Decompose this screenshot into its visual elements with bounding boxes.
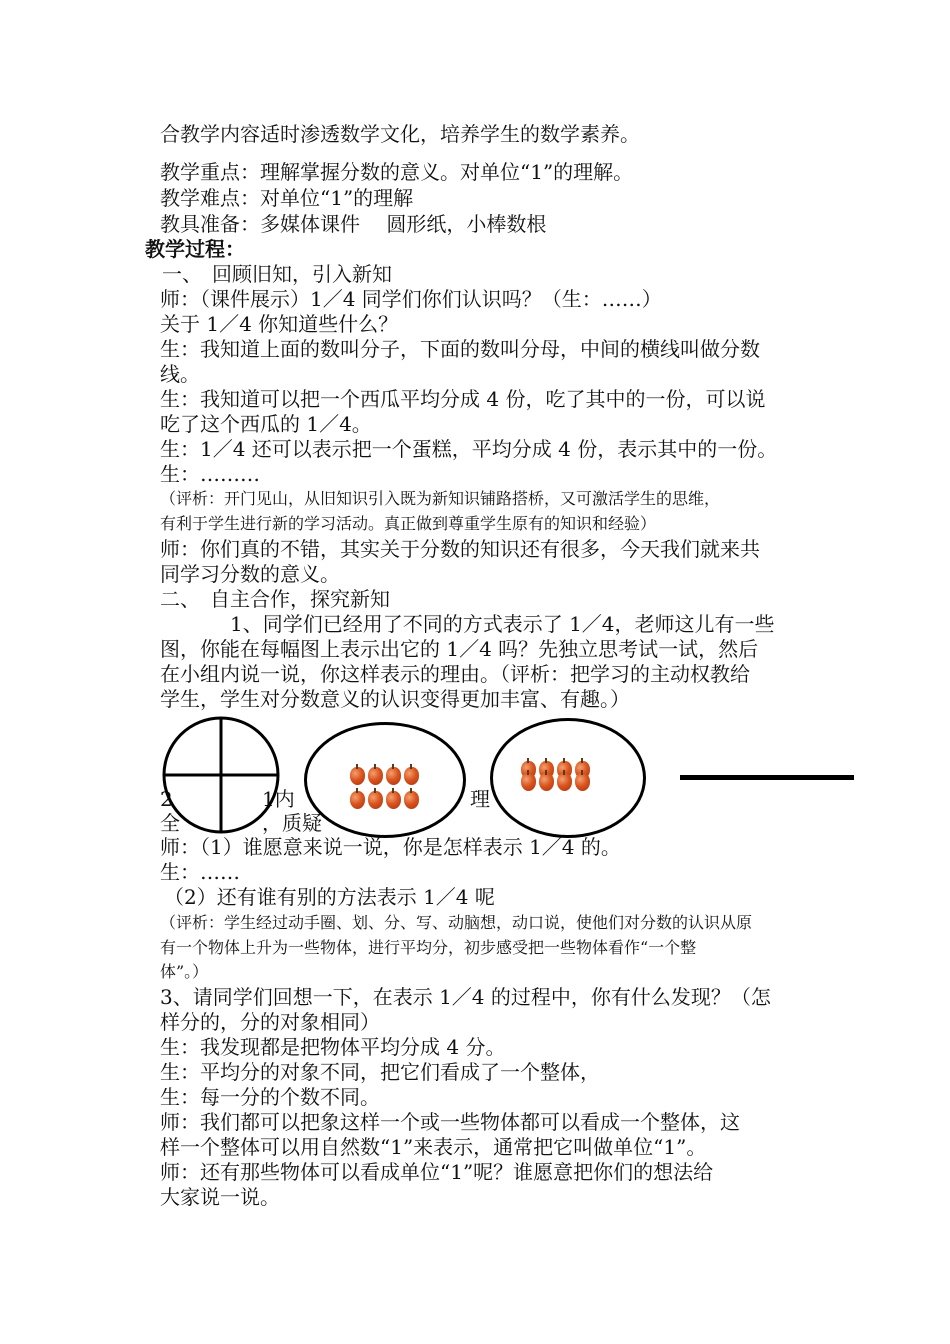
text-line: 师：（课件展示）1／4 同学们你们认识吗？（生：……）	[160, 287, 662, 311]
circle-quarters-figure	[160, 714, 282, 836]
apple-icon	[368, 791, 383, 809]
apple-icon	[350, 767, 365, 785]
apple-icon	[368, 767, 383, 785]
apple-icon	[404, 791, 419, 809]
text-line: 师：我们都可以把象这样一个或一些物体都可以看成一个整体，这	[160, 1110, 740, 1134]
text-line: 生：每一分的个数不同。	[160, 1085, 380, 1109]
text-line: 1、同学们已经用了不同的方式表示了 1／4，老师这儿有一些	[230, 612, 775, 636]
stick-line	[680, 775, 854, 780]
text-fragment: 全	[160, 811, 180, 835]
section-heading: 教学过程：	[145, 237, 245, 261]
text-line: （2）还有谁有别的方法表示 1／4 呢	[164, 885, 495, 909]
text-line: 师：你们真的不错，其实关于分数的知识还有很多，今天我们就来共	[160, 537, 760, 561]
comment-line: 有一个物体上升为一些物体，进行平均分，初步感受把一些物体看作“一个整	[160, 938, 697, 957]
apple-icon	[521, 773, 536, 791]
text-line: 在小组内说一说，你这样表示的理由。（评析：把学习的主动权教给	[160, 662, 750, 686]
text-line: 生：我知道可以把一个西瓜平均分成 4 份，吃了其中的一份，可以说	[160, 387, 766, 411]
text-line: 关于 1／4 你知道些什么？	[160, 312, 399, 336]
apple-group-ellipse	[304, 722, 466, 838]
text-line: 同学习分数的意义。	[160, 562, 340, 586]
apple-icon	[539, 773, 554, 791]
text-fragment: 1内	[262, 787, 295, 811]
apple-icon	[350, 791, 365, 809]
text-line: 3、请同学们回想一下，在表示 1／4 的过程中，你有什么发现？（怎	[160, 985, 771, 1009]
text-line: 生：我知道上面的数叫分子，下面的数叫分母，中间的横线叫做分数	[160, 337, 760, 361]
text-line: 师：（1）谁愿意来说一说，你是怎样表示 1／4 的。	[160, 835, 621, 859]
text-line: 样一个整体可以用自然数“1”来表示，通常把它叫做单位“1”。	[160, 1135, 707, 1159]
apple-icon	[386, 767, 401, 785]
text-line: 生：……	[160, 860, 240, 884]
subsection-heading: 二、 自主合作，探究新知	[160, 587, 390, 611]
text-fragment: 理	[470, 787, 490, 811]
text-line: 生：我发现都是把物体平均分成 4 分。	[160, 1035, 506, 1059]
text-line: 生：………	[160, 462, 260, 486]
text-line: 大家说一说。	[160, 1185, 280, 1209]
text-fragment: ，质疑	[262, 811, 322, 835]
apple-icon	[386, 791, 401, 809]
text-fragment: 2	[160, 787, 173, 811]
text-line: 吃了这个西瓜的 1／4。	[160, 412, 372, 436]
comment-line: 有利于学生进行新的学习活动。真正做到尊重学生原有的知识和经验）	[160, 514, 657, 533]
subsection-heading: 一、 回顾旧知，引入新知	[162, 262, 392, 286]
apple-icon	[404, 767, 419, 785]
comment-line: 体”。）	[160, 962, 209, 981]
text-line: 学生，学生对分数意义的认识变得更加丰富、有趣。）	[160, 687, 630, 711]
text-line: 师：还有那些物体可以看成单位“1”呢？谁愿意把你们的想法给	[160, 1160, 714, 1184]
comment-line: （评析：学生经过动手圈、划、分、写、动脑想，动口说，使他们对分数的认识从原	[160, 913, 753, 932]
text-line: 生：平均分的对象不同，把它们看成了一个整体，	[160, 1060, 600, 1084]
text-line: 样分的，分的对象相同）	[160, 1010, 380, 1034]
difficult-point: 教学难点：对单位“1”的理解	[160, 186, 414, 210]
text-line: 合教学内容适时渗透数学文化，培养学生的数学素养。	[160, 122, 640, 146]
text-line: 生：1／4 还可以表示把一个蛋糕，平均分成 4 份，表示其中的一份。	[160, 437, 778, 461]
teaching-aids: 教具准备：多媒体课件 圆形纸，小棒数根	[160, 212, 547, 236]
text-line: 线。	[160, 362, 200, 386]
comment-line: （评析：开门见山，从旧知识引入既为新知识铺路搭桥，又可激活学生的思维，	[160, 489, 721, 508]
apple-icon	[557, 773, 572, 791]
text-line: 图，你能在每幅图上表示出它的 1／4 吗？先独立思考试一试，然后	[160, 637, 759, 661]
apple-group-ellipse	[490, 718, 646, 838]
key-point: 教学重点：理解掌握分数的意义。对单位“1”的理解。	[160, 160, 634, 184]
apple-icon	[575, 773, 590, 791]
